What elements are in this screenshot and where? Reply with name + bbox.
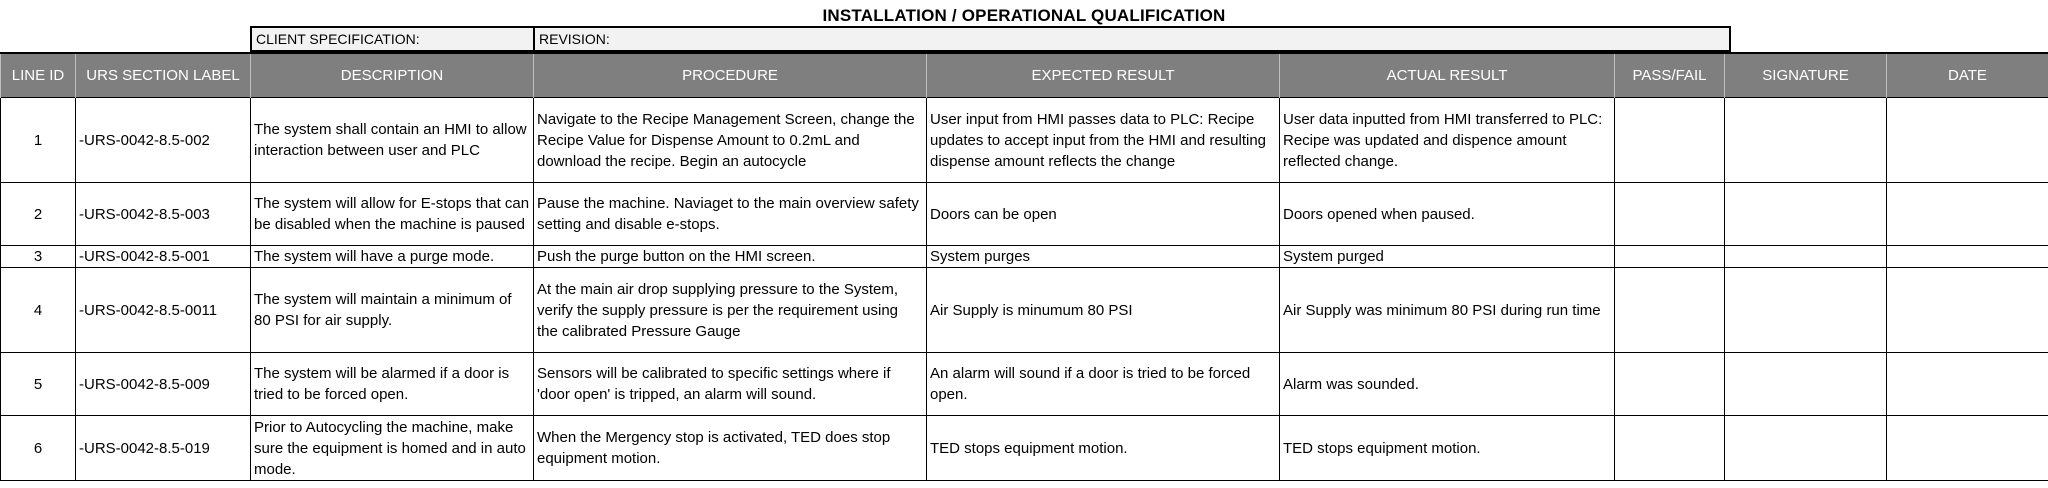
table-row — [1, 98, 2048, 183]
date-cell[interactable] — [1887, 98, 2048, 183]
expected-result-cell: Air Supply is minumum 80 PSI — [927, 268, 1280, 353]
table-row — [1, 416, 2048, 481]
signature-cell[interactable] — [1725, 268, 1887, 353]
table-row — [1, 183, 2048, 246]
header-description: DESCRIPTION — [251, 53, 534, 98]
procedure-cell: Navigate to the Recipe Management Screen, change the Recipe Value for Dispense Amount to 0.2mL and download the recipe. Begin an autocycle — [534, 98, 927, 183]
expected-result-cell: Doors can be open — [927, 183, 1280, 246]
description-cell: The system will have a purge mode. — [251, 246, 534, 268]
line-id-cell: 2 — [1, 183, 76, 246]
pass-fail-cell[interactable] — [1615, 416, 1725, 481]
document-title: INSTALLATION / OPERATIONAL QUALIFICATION — [822, 6, 1226, 25]
line-id-cell: 3 — [1, 246, 76, 268]
header-signature: SIGNATURE — [1725, 53, 1887, 98]
description-cell: Prior to Autocycling the machine, make sure the equipment is homed and in auto mode. — [251, 416, 534, 481]
signature-cell[interactable] — [1725, 353, 1887, 416]
expected-result-cell: TED stops equipment motion. — [927, 416, 1280, 481]
line-id-cell: 6 — [1, 416, 76, 481]
pass-fail-cell[interactable] — [1615, 268, 1725, 353]
line-id-cell: 1 — [1, 98, 76, 183]
header-expected-result: EXPECTED RESULT — [927, 53, 1280, 98]
procedure-cell: When the Mergency stop is activated, TED does stop equipment motion. — [534, 416, 927, 481]
actual-result-cell: System purged — [1280, 246, 1615, 268]
procedure-cell: Push the purge button on the HMI screen. — [534, 246, 927, 268]
header-date: DATE — [1887, 53, 2048, 98]
urs-section-cell: -URS-0042-8.5-001 — [76, 246, 251, 268]
qualification-table — [0, 52, 2048, 481]
pass-fail-cell[interactable] — [1615, 353, 1725, 416]
table-row — [1, 353, 2048, 416]
line-id-cell: 4 — [1, 268, 76, 353]
actual-result-cell: Air Supply was minimum 80 PSI during run time — [1280, 268, 1615, 353]
urs-section-cell: -URS-0042-8.5-003 — [76, 183, 251, 246]
actual-result-cell: TED stops equipment motion. — [1280, 416, 1615, 481]
header-actual-result: ACTUAL RESULT — [1280, 53, 1615, 98]
expected-result-cell: User input from HMI passes data to PLC: Recipe updates to accept input from the HMI and resulting dispense amount reflects the change — [927, 98, 1280, 183]
header-urs-section-label: URS SECTION LABEL — [76, 53, 251, 98]
pass-fail-cell[interactable] — [1615, 246, 1725, 268]
date-cell[interactable] — [1887, 183, 2048, 246]
signature-cell[interactable] — [1725, 183, 1887, 246]
urs-section-cell: -URS-0042-8.5-0011 — [76, 268, 251, 353]
description-cell: The system shall contain an HMI to allow interaction between user and PLC — [251, 98, 534, 183]
signature-cell[interactable] — [1725, 246, 1887, 268]
date-cell[interactable] — [1887, 353, 2048, 416]
specification-row — [0, 26, 2048, 52]
actual-result-cell: User data inputted from HMI transferred to PLC: Recipe was updated and dispence amount reflected change. — [1280, 98, 1615, 183]
header-procedure: PROCEDURE — [534, 53, 927, 98]
header-row — [1, 53, 2048, 98]
urs-section-cell: -URS-0042-8.5-002 — [76, 98, 251, 183]
table-row — [1, 246, 2048, 268]
signature-cell[interactable] — [1725, 416, 1887, 481]
date-cell[interactable] — [1887, 268, 2048, 353]
pass-fail-cell[interactable] — [1615, 183, 1725, 246]
date-cell[interactable] — [1887, 416, 2048, 481]
description-cell: The system will allow for E-stops that can be disabled when the machine is paused — [251, 183, 534, 246]
description-cell: The system will maintain a minimum of 80 PSI for air supply. — [251, 268, 534, 353]
expected-result-cell: An alarm will sound if a door is tried to be forced open. — [927, 353, 1280, 416]
urs-section-cell: -URS-0042-8.5-019 — [76, 416, 251, 481]
procedure-cell: Sensors will be calibrated to specific settings where if 'door open' is tripped, an alarm will sound. — [534, 353, 927, 416]
table-row — [1, 268, 2048, 353]
line-id-cell: 5 — [1, 353, 76, 416]
actual-result-cell: Doors opened when paused. — [1280, 183, 1615, 246]
description-cell: The system will be alarmed if a door is tried to be forced open. — [251, 353, 534, 416]
signature-cell[interactable] — [1725, 98, 1887, 183]
date-cell[interactable] — [1887, 246, 2048, 268]
header-pass-fail: PASS/FAIL — [1615, 53, 1725, 98]
procedure-cell: Pause the machine. Naviaget to the main overview safety setting and disable e-stops. — [534, 183, 927, 246]
actual-result-cell: Alarm was sounded. — [1280, 353, 1615, 416]
urs-section-cell: -URS-0042-8.5-009 — [76, 353, 251, 416]
expected-result-cell: System purges — [927, 246, 1280, 268]
revision-cell[interactable]: REVISION: — [533, 26, 1731, 52]
header-line-id: LINE ID — [1, 53, 76, 98]
client-specification-cell[interactable]: CLIENT SPECIFICATION: — [250, 26, 534, 52]
procedure-cell: At the main air drop supplying pressure to the System, verify the supply pressure is per the requirement using the calibrated Pressure Gauge — [534, 268, 927, 353]
pass-fail-cell[interactable] — [1615, 98, 1725, 183]
